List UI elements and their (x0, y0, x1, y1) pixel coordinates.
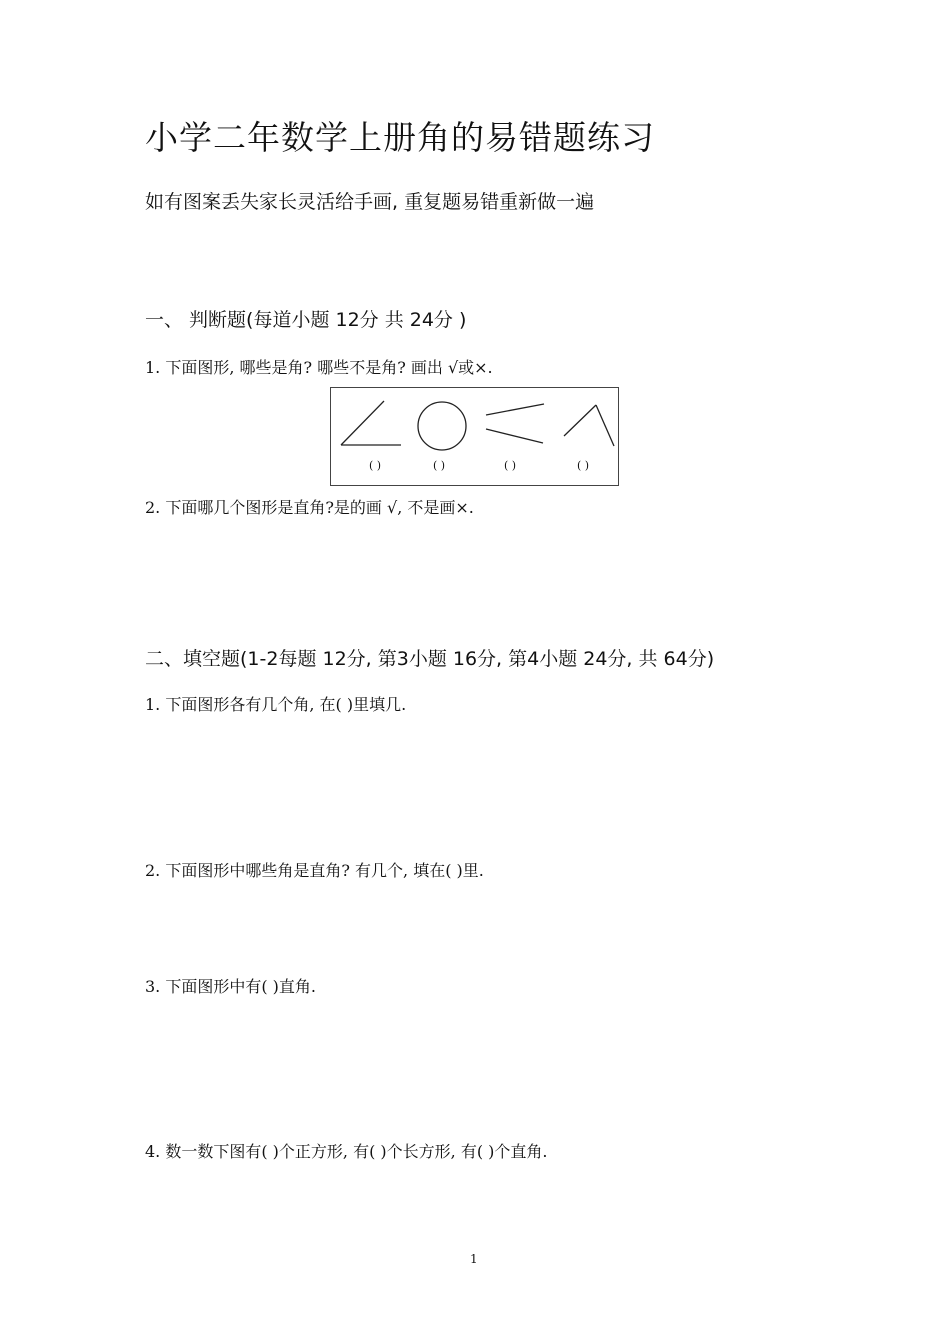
question-2-1: 1. 下面图形各有几个角, 在( )里填几. (145, 695, 407, 714)
question-2-2: 2. 下面图形中哪些角是直角? 有几个, 填在( )里. (145, 861, 484, 880)
figure-caret (564, 405, 614, 446)
figure-angle (341, 401, 401, 445)
question-2-4: 4. 数一数下图有( )个正方形, 有( )个长方形, 有( )个直角. (145, 1142, 548, 1161)
page-number: 1 (470, 1252, 478, 1266)
page-subtitle: 如有图案丢失家长灵活给手画, 重复题易错重新做一遍 (145, 191, 595, 213)
figure-circle (418, 402, 466, 450)
section-heading-fill-blank: 二、填空题(1-2每题 12分, 第3小题 16分, 第4小题 24分, 共 64分) (145, 648, 715, 670)
figure-open-lines (486, 404, 544, 443)
question-2-3: 3. 下面图形中有( )直角. (145, 977, 317, 996)
answer-paren-1[interactable]: ( ) (369, 459, 382, 472)
question-1-2: 2. 下面哪几个图形是直角?是的画 √, 不是画×. (145, 498, 474, 517)
angle-figures-box (330, 387, 619, 486)
answer-paren-2[interactable]: ( ) (433, 459, 446, 472)
angle-figures (331, 388, 620, 487)
answer-paren-4[interactable]: ( ) (577, 459, 590, 472)
answer-paren-3[interactable]: ( ) (504, 459, 517, 472)
question-1-1: 1. 下面图形, 哪些是角? 哪些不是角? 画出 √或×. (145, 358, 493, 377)
page-title: 小学二年数学上册角的易错题练习 (145, 118, 655, 157)
section-heading-judgment: 一、 判断题(每道小题 12分 共 24分 ) (145, 309, 467, 331)
